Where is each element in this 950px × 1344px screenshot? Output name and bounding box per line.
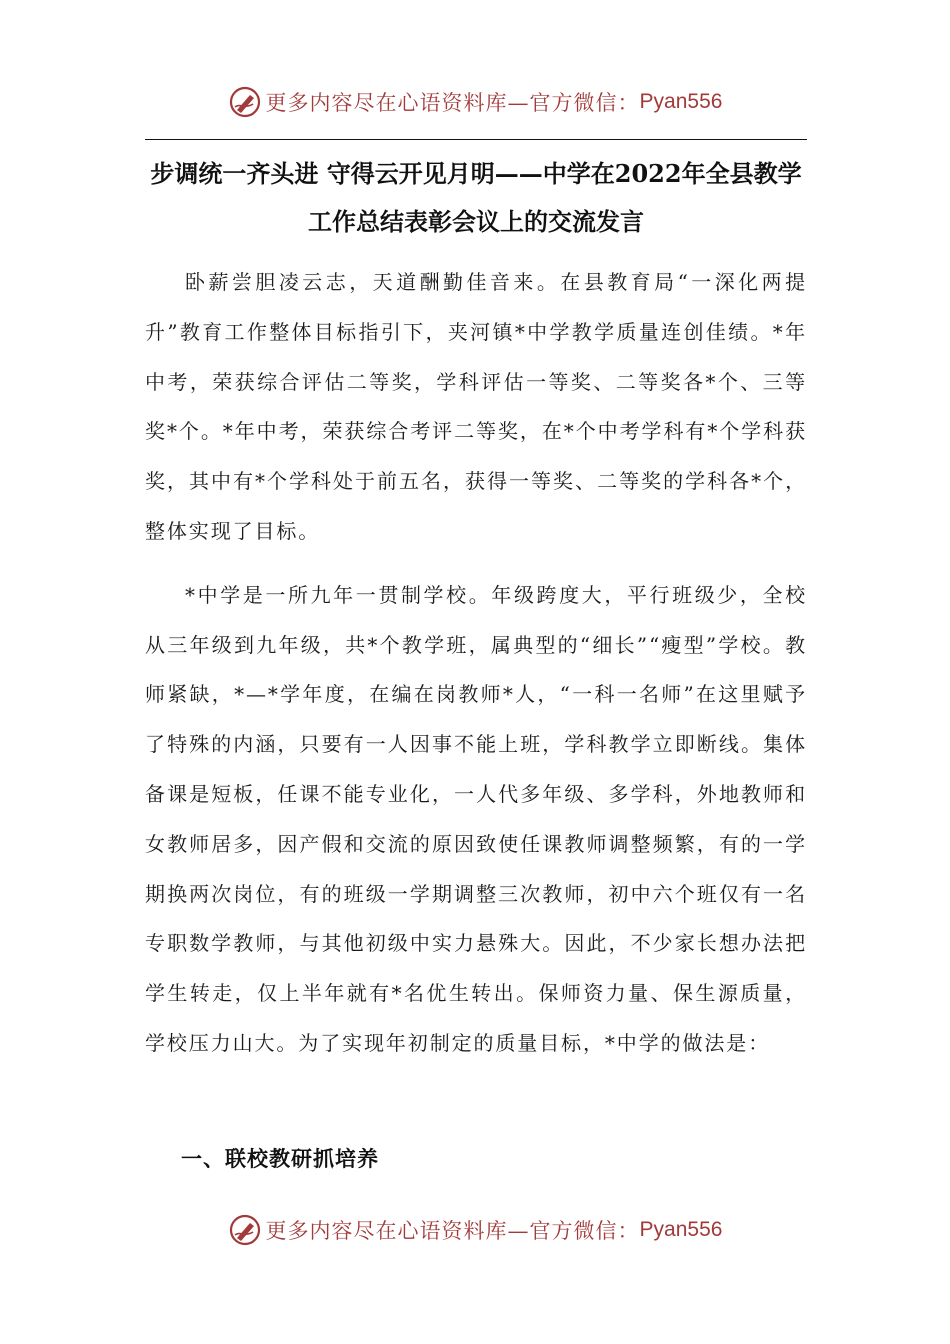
document-body	[145, 258, 807, 1069]
header-watermark	[0, 82, 950, 122]
watermark-wechat-id: Pyan556	[639, 90, 723, 113]
paragraph-2: *中学是一所九年一贯制学校。年级跨度大，平行班级少，全校从三年级到九年级，共*个教学班，属典型的“细长”“瘦型”学校。教师紧缺，*—*学年度，在编在岗教师*人，“一科一名师”在这里赋予了特殊的内涵，只要有一人因事不能上班，学科教学立即断线。集体备课是短板，任课不能专业化，一人代多年级、多学科，外地教师和女教师居多，因产假和交流的原因致使任课教师调整频繁，有的一学期换两次岗位，有的班级一学期调整三次教师，初中六个班仅有一名专职数学教师，与其他初级中实力悬殊大。因此，不少家长想办法把学生转走，仅上半年就有*名优生转出。保师资力量、保生源质量，学校压力山大。为了实现年初制定的质量目标，*中学的做法是：	[145, 582, 807, 1055]
section-heading: 一、联校教研抓培养	[181, 1146, 379, 1171]
pen-logo-icon	[228, 85, 262, 119]
watermark-wechat-id: Pyan556	[639, 1218, 723, 1241]
watermark-text: 更多内容尽在心语资料库—官方微信：	[265, 91, 640, 115]
watermark-text: 更多内容尽在心语资料库—官方微信：	[265, 1219, 640, 1243]
paragraph-1: 卧薪尝胆凌云志，天道酬勤佳音来。在县教育局“一深化两提升”教育工作整体目标指引下，夹河镇*中学教学质量连创佳绩。*年中考，荣获综合评估二等奖，学科评估一等奖、二等奖各*个、三等奖*个。*年中考，荣获综合考评二等奖，在*个中考学科有*个学科获奖，其中有*个学科处于前五名，获得一等奖、二等奖的学科各*个，整体实现了目标。	[145, 270, 807, 543]
footer-watermark	[0, 1210, 950, 1250]
header-divider	[145, 139, 807, 140]
document-title: 步调统一齐头进 守得云开见月明——中学在2022年全县教学工作总结表彰会议上的交流发言	[150, 159, 802, 236]
pen-logo-icon	[228, 1213, 262, 1247]
